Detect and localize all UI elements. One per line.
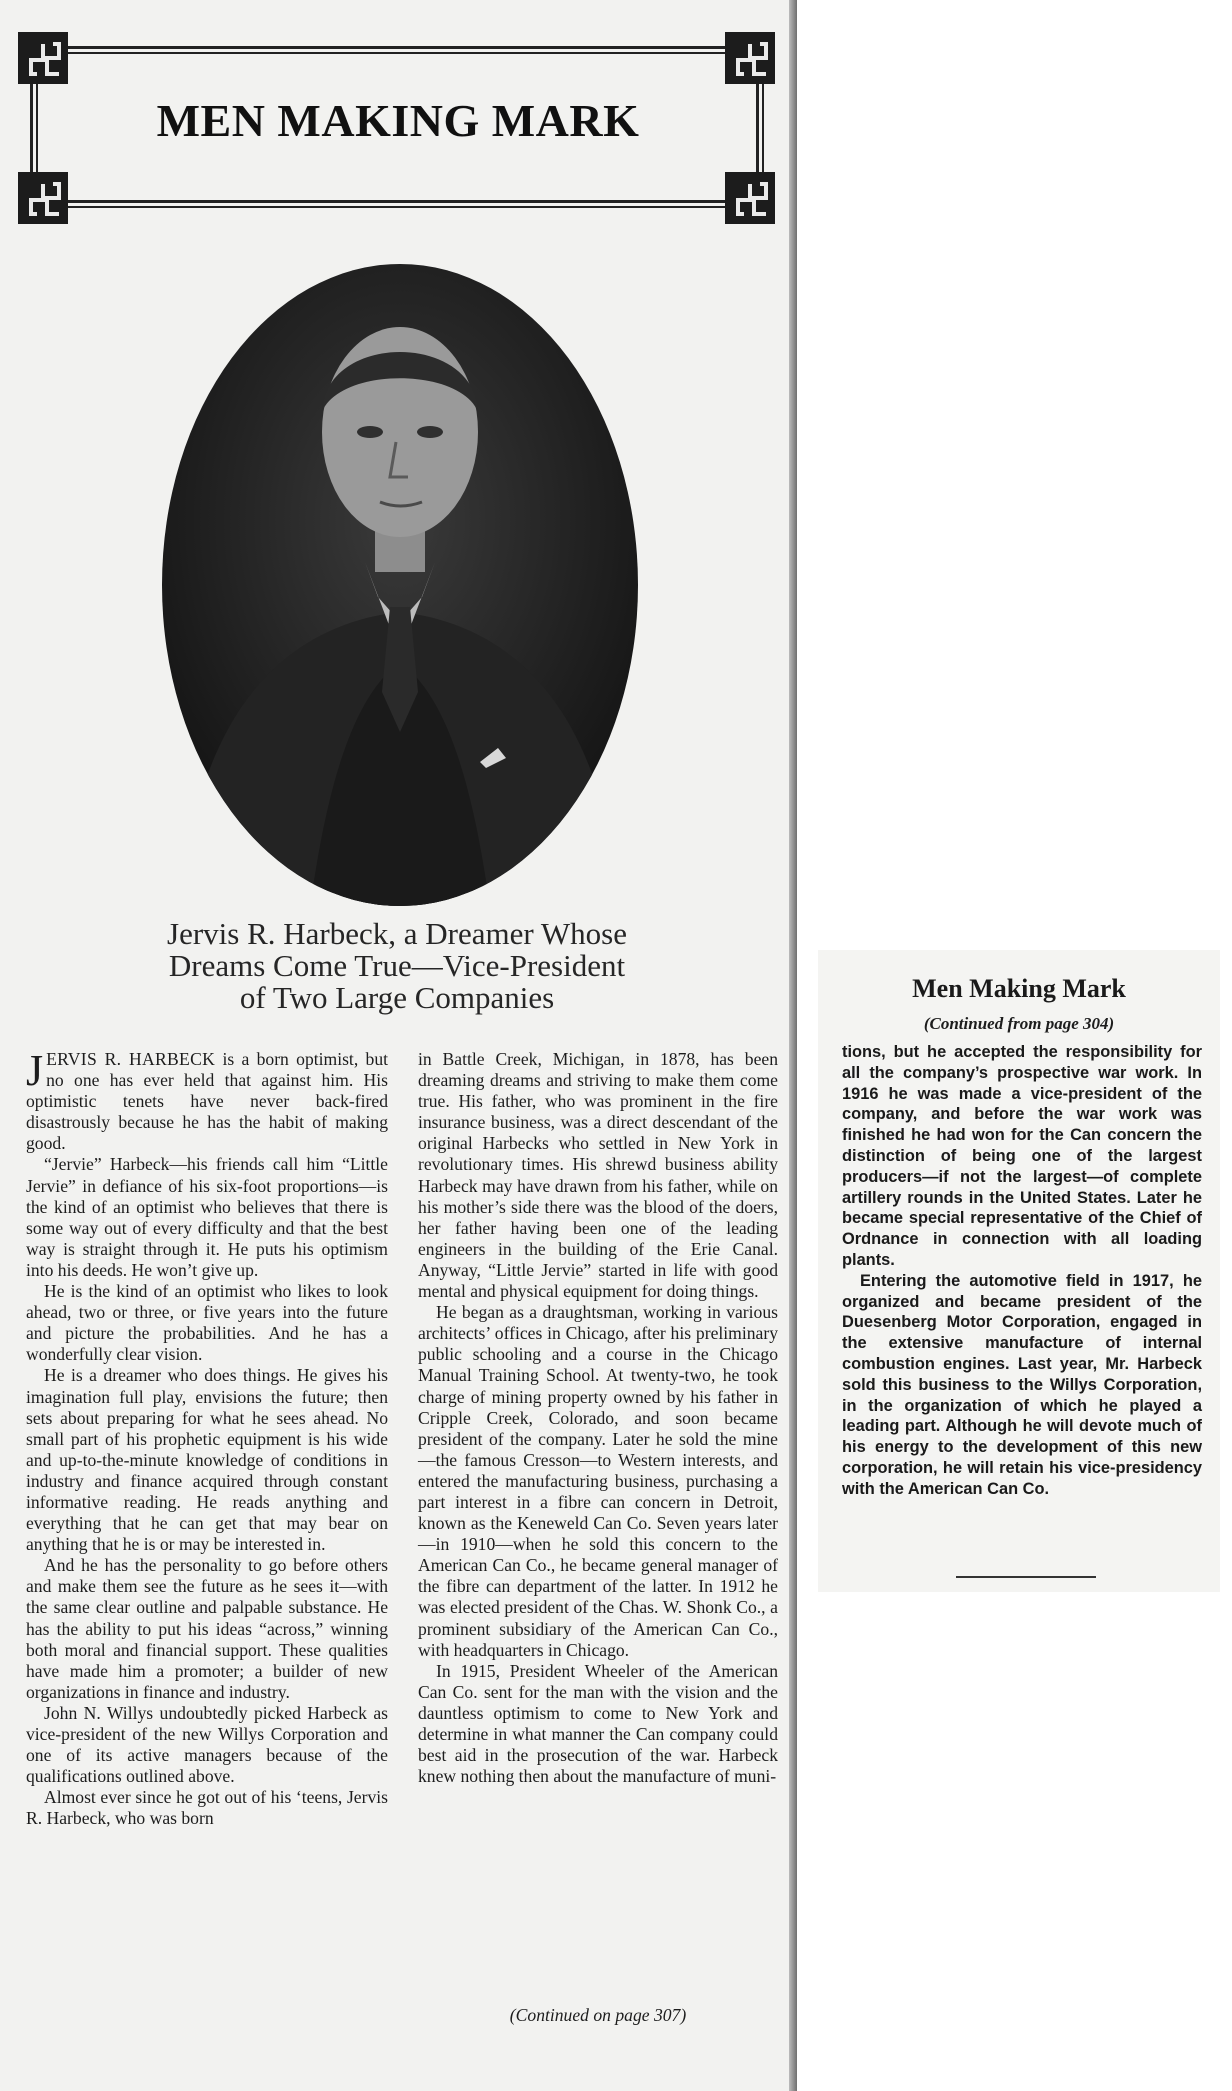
clipping-body: [842, 1042, 1202, 1500]
headline-line: Jervis R. Harbeck, a Dreamer Whose: [167, 916, 627, 951]
clipping-title: Men Making Mark: [912, 974, 1126, 1003]
paragraph: He began as a draughtsman, working in various architects’ offices in Chicago, after his preliminary public schooling and a course in the Chicago Manual Training School. At twenty-two, he took charge of mining property owned by his father in Cripple Creek, Colorado, and soon became president of the company. Later he sold the mine—the famous Cresson—to Western interests, and entered the manufacturing business, purchasing a part interest in a fibre can concern in Detroit, known as the Keneweld Can Co. Seven years later—in 1910—when he sold this concern to the American Can Co., he became general manager of the fibre can department of the latter. In 1912 he was elected president of the Chas. W. Shonk Co., a prominent subsidiary of the American Can Co., with headquarters in Chicago.: [418, 1302, 778, 1660]
header-frame: [18, 32, 775, 222]
portrait-photo: [160, 262, 640, 908]
end-rule: [956, 1576, 1096, 1578]
paragraph: JERVIS R. HARBECK is a born optimist, but no one has ever held that against him. His optimistic tenets have never back-fired disastrously because he has the habit of making good.: [26, 1046, 388, 1154]
lead-caps: ERVIS R. HARBECK: [46, 1049, 216, 1069]
paragraph: Entering the automotive field in 1917, he organized and became president of the Duesenberg Motor Corporation, engaged in the extensive manufacture of internal combustion engines. Last year, Mr. Harbeck sold this business to the Willys Corporation, in the organization of which he played a leading part. Although he will devote much of his energy to the development of this new corporation, he will retain his vice-presidency with the American Can Co.: [842, 1271, 1202, 1498]
headline-line: of Two Large Companies: [239, 980, 555, 1015]
swastika-icon: [18, 32, 68, 84]
header-bottom-rule: [58, 200, 735, 208]
headline-line: Dreams Come True—Vice-President: [168, 948, 626, 983]
header-top-rule: [58, 46, 735, 54]
paragraph: He is the kind of an optimist who likes to look ahead, two or three, or five years into the future and picture the probabilities. And he has a wonderfully clear vision.: [26, 1281, 388, 1365]
page-title: MEN MAKING MARK: [156, 95, 640, 146]
article-column-right: [418, 1049, 778, 1787]
page-edge: [789, 0, 797, 2091]
paragraph: John N. Willys undoubtedly picked Harbeck as vice-president of the new Willys Corporation and one of its active managers because of the qualifications outlined above.: [26, 1702, 388, 1787]
article-headline: [52, 918, 742, 1014]
paragraph: In 1915, President Wheeler of the American Can Co. sent for the man with the vision and the dauntless optimism to come to New York and determine in what manner the Can company could best aid in the prosecution of the war. Harbeck knew nothing then about the manufacture of muni-: [418, 1660, 778, 1787]
drop-cap: J: [26, 1046, 44, 1095]
swastika-icon: [725, 32, 775, 84]
continuation-clipping: [818, 950, 1220, 1592]
swastika-icon: [18, 172, 68, 224]
swastika-icon: [725, 172, 775, 224]
article-column-left: [26, 1046, 388, 1829]
clipping-subtitle: (Continued from page 304): [923, 1014, 1115, 1033]
paragraph: And he has the personality to go before others and make them see the future as he sees it—with the same clear outline and palpable substance. He has the ability to put his ideas “across,” winning both moral and financial support. These qualities have made him a promoter; a builder of new organizations in finance and industry.: [26, 1555, 388, 1702]
continued-note: (Continued on page 307): [509, 2005, 687, 2025]
paragraph: in Battle Creek, Michigan, in 1878, has been dreaming dreams and striving to make them come true. His father, who was prominent in the fire insurance business, was a direct descendant of the original Harbecks who settled in New York in revolutionary times. His shrewd business ability Harbeck may have drawn from his father, while on his mother’s side there was the blood of the doers, her father having been one of the leading engineers in the building of the Erie Canal. Anyway, “Little Jervie” started in life with good mental and physical equipment for doing things.: [418, 1049, 778, 1302]
paragraph: He is a dreamer who does things. He gives his imagination full play, envisions the future; then sets about preparing for what he sees ahead. No small part of his prophetic equipment is his wide and up-to-the-minute knowledge of conditions in industry and finance acquired through constant informative reading. He reads anything and everything that he can get that may bear on anything that he is or may be interested in.: [26, 1365, 388, 1555]
paragraph: Almost ever since he got out of his ‘teens, Jervis R. Harbeck, who was born: [26, 1787, 388, 1829]
paragraph: “Jervie” Harbeck—his friends call him “Little Jervie” in defiance of his six-foot proportions—is the kind of an optimist who believes that there is some way out of every difficulty and that the best way is straight through it. He puts his optimism into his deeds. He won’t give up.: [26, 1154, 388, 1280]
paragraph: tions, but he accepted the responsibility for all the company’s prospective war work. In 1916 he was made a vice-president of the company, and before the war work was finished he had won for the Can concern the distinction of being one of the largest producers—if not the largest—of complete artillery rounds in the United States. Later he became special representative of the Chief of Ordnance in connection with all loading plants.: [842, 1043, 1202, 1269]
